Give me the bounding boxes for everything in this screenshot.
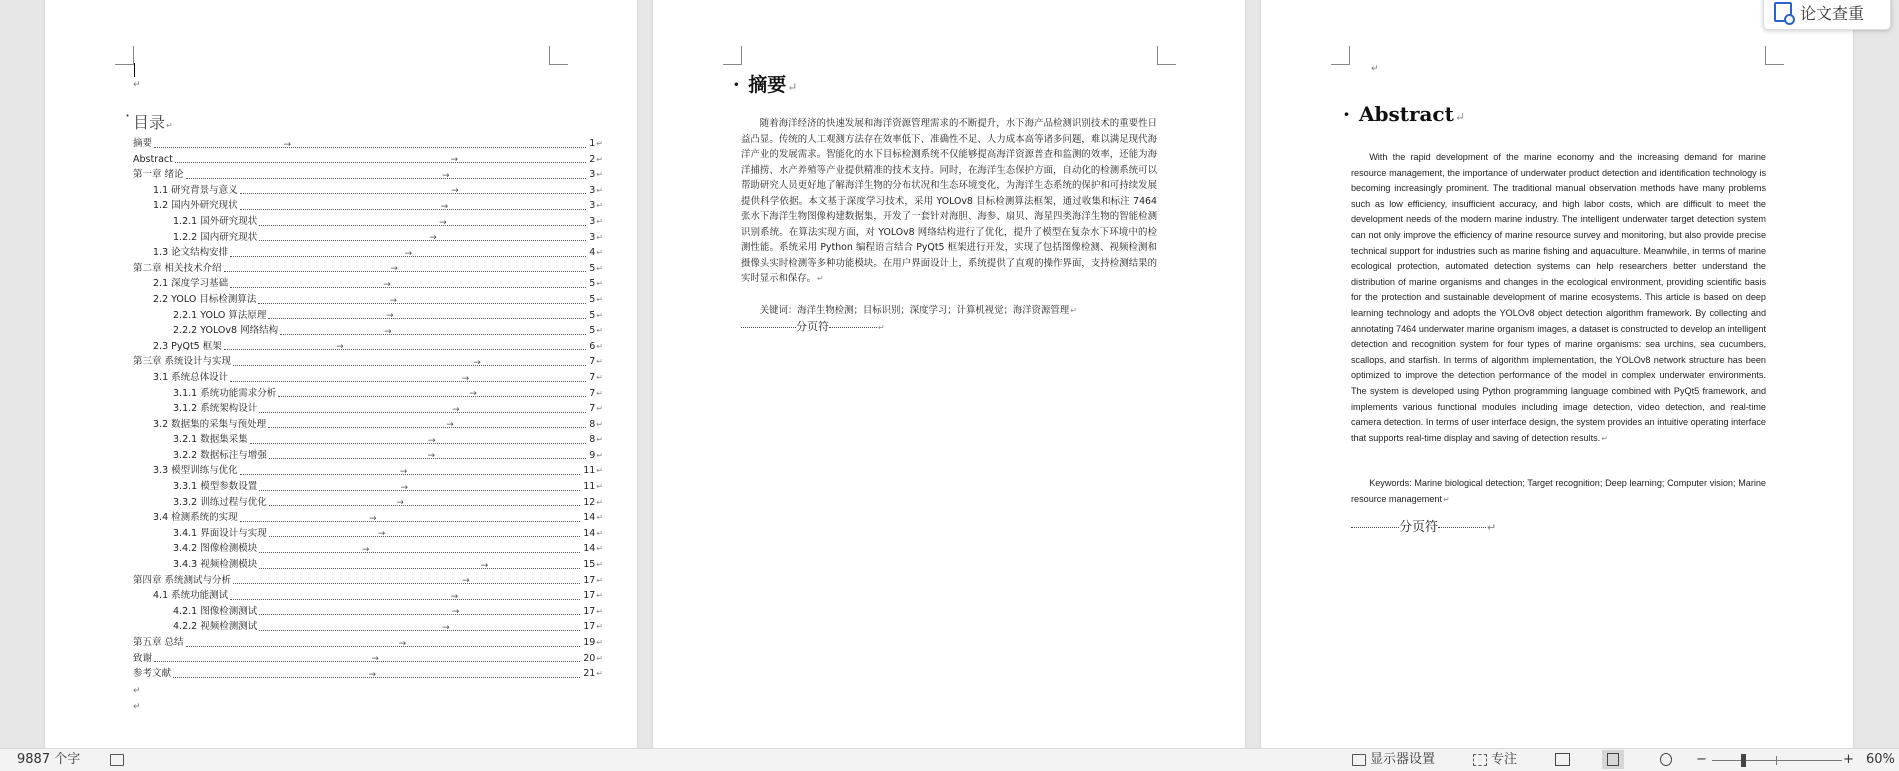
toc-entry-page: 12: [583, 496, 596, 508]
toc-entry-label: 3.3 模型训练与优化: [153, 463, 240, 479]
toc-entry[interactable]: [133, 261, 603, 277]
toc-leader-dots: [230, 373, 586, 384]
paragraph-mark: ↵: [596, 216, 603, 226]
toc-entry-label: 摘要: [133, 136, 154, 152]
tab-mark: →: [427, 451, 436, 462]
paragraph-mark: ↵: [596, 185, 603, 195]
document-page-abstract-cn[interactable]: [653, 0, 1245, 748]
tab-mark: →: [361, 545, 370, 556]
toc-leader-dots: [175, 155, 586, 166]
toc-leader-dots: [259, 217, 586, 228]
toc-leader-dots: [259, 560, 580, 571]
focus-mode-button[interactable]: [1473, 751, 1517, 769]
toc-entry-label: 第五章 总结: [133, 635, 186, 651]
zoom-slider-thumb[interactable]: [1741, 754, 1746, 767]
tab-mark: →: [461, 373, 470, 384]
margin-corner-mark: [1331, 46, 1350, 65]
tab-mark: →: [462, 576, 470, 587]
zoom-in-button[interactable]: +: [1843, 752, 1854, 767]
status-bar: [0, 748, 1899, 771]
tab-mark: →: [451, 186, 459, 197]
toc-entry[interactable]: [133, 604, 603, 620]
paragraph-mark: ↵: [596, 154, 603, 164]
document-page-abstract-en[interactable]: [1261, 0, 1853, 748]
tab-mark: →: [439, 217, 447, 228]
toc-leader-dots: [240, 467, 581, 478]
toc-entry[interactable]: [133, 573, 603, 589]
margin-corner-mark: [1157, 46, 1176, 65]
toc-entry-label: Abstract: [133, 152, 175, 168]
toc-entry[interactable]: [133, 136, 603, 152]
toc-leader-dots: [224, 342, 587, 353]
toc-leader-dots: [280, 326, 586, 337]
toc-leader-dots: [278, 389, 586, 400]
tab-mark: →: [469, 389, 477, 400]
tab-mark: →: [396, 498, 404, 509]
paragraph-mark: ↵: [596, 419, 603, 429]
zoom-out-button[interactable]: −: [1696, 752, 1707, 767]
toc-entry-label: 2.2 YOLO 目标检测算法: [153, 292, 258, 308]
toc-entry-label: 3.3.2 训练过程与优化: [173, 495, 269, 511]
paragraph-mark: ↵: [596, 435, 603, 445]
toc-entry-page: 17: [583, 621, 596, 633]
paragraph-mark: ↵: [596, 528, 603, 538]
toc-entry[interactable]: [133, 386, 603, 402]
toc-entry[interactable]: [133, 635, 603, 651]
toc-entry-page: 19: [583, 637, 596, 648]
toc-entry-label: 1.2 国内外研究现状: [153, 198, 240, 214]
paragraph-mark: ↵: [133, 80, 141, 90]
toc-entry-page: 7: [589, 371, 596, 383]
tab-mark: →: [377, 529, 386, 540]
toc-entry-page: 2: [589, 153, 596, 165]
toc-leader-dots: [230, 279, 586, 290]
toc-entry-label: 1.1 研究背景与意义: [153, 183, 240, 199]
toc-entry-label: 第一章 绪论: [133, 167, 186, 183]
plagiarism-check-label: 论文查重: [1800, 3, 1865, 23]
word-count[interactable]: 9887 个字: [17, 752, 81, 767]
abstract-en-body-text: With the rapid development of the marine economy and the increasing demand for marine resource management, the importance of underwater product detection and identification technology is becoming increasingly prominent. The traditional manual observation methods have many problems such as low efficiency, insufficient accuracy, and high labor costs, which are difficult to meet the development needs of the modern marine industry. The intelligent underwater target detection system can not only improve the efficiency of marine resource survey and monitoring, but also provide precise technical support for industries such as marine fishing and aquaculture. Meanwhile, in terms of marine ecological protection, automated detection systems can help researchers better understand the distribution of marine organisms and changes in the ecological environment, providing scientific basis for the protection and sustainable development of marine ecosystems. This article is based on deep learning technology and adopts the YOLOv8 object detection algorithm framework. By collecting and annotating 7464 underwater marine organism images, a dataset is constructed to develop an intelligent detection and recognition system for four types of marine organisms: sea urchins, sea cucumbers, scallops, and starfish. In terms of algorithm implementation, the YOLOv8 network structure has been optimized to improve the detection performance of the model in complex underwater environments. The system is developed using Python programming language combined with PyQt5 framework, and implements various functional modules including image detection, video detection, and real-time camera detection. In terms of user interface design, the system provides an intuitive operating interface that supports real-time display and saving of detection results.: [1351, 152, 1766, 443]
toc-entry-page: 6: [589, 340, 596, 352]
toc-entry[interactable]: [133, 370, 603, 386]
paragraph-mark: ↵: [596, 653, 603, 663]
toc-entry-label: 3.2.2 数据标注与增强: [173, 448, 269, 464]
paragraph-mark: ↵: [1371, 64, 1379, 74]
toc-entry-label: 3.3.1 模型参数设置: [173, 479, 259, 495]
toc-entry-label: 参考文献: [133, 666, 173, 682]
toc-leader-dots: [250, 435, 587, 446]
toc-leader-dots: [224, 264, 587, 275]
tab-mark: →: [428, 435, 436, 446]
paragraph-mark: ↵: [1487, 521, 1497, 534]
toc-entry-page: 8: [589, 434, 596, 446]
toc-entry-label: 3.1.2 系统架构设计: [173, 401, 259, 417]
tab-mark: →: [371, 654, 379, 665]
tab-mark: →: [452, 404, 460, 415]
toc-leader-dots: [259, 607, 580, 618]
toc-entry[interactable]: [133, 619, 603, 635]
toc-entry-label: 2.1 深度学习基础: [153, 276, 230, 292]
toc-leader-dots: [240, 201, 587, 212]
toc-entry-label: 3.2 数据集的采集与预处理: [153, 417, 268, 433]
toc-leader-dots: [269, 451, 587, 462]
toc-entry-label: 4.2.1 图像检测测试: [173, 604, 259, 620]
macro-record-icon: [110, 754, 124, 766]
toc-entry-page: 3: [589, 215, 596, 227]
tab-mark: →: [440, 201, 449, 212]
tab-mark: →: [283, 139, 292, 150]
toc-entry-page: 14: [583, 527, 596, 539]
zoom-slider-midmark: [1776, 756, 1777, 765]
abstract-cn-body[interactable]: [741, 116, 1157, 287]
margin-corner-mark: [115, 46, 134, 65]
paragraph-mark: ↵: [596, 513, 603, 523]
zoom-slider[interactable]: [1712, 760, 1842, 761]
toc-leader-dots: [186, 638, 581, 649]
paragraph-mark: ↵: [596, 497, 603, 507]
tab-mark: →: [473, 357, 481, 368]
paragraph-mark: ↵: [133, 686, 141, 696]
tab-mark: →: [404, 248, 413, 259]
toc-entry-label: 3.4.2 图像检测模块: [173, 541, 259, 557]
toc-entry-page: 7: [589, 403, 596, 415]
tab-mark: →: [383, 279, 391, 290]
toc-entry[interactable]: [133, 183, 603, 199]
toc-entry[interactable]: [133, 401, 603, 417]
toc-entry-label: 1.3 论文结构安排: [153, 245, 230, 261]
toc-entry-page: 14: [583, 543, 596, 555]
toc-entry[interactable]: [133, 276, 603, 292]
toc-entry-label: 2.2.1 YOLO 算法原理: [173, 308, 268, 324]
paragraph-mark: ↵: [787, 80, 798, 94]
margin-corner-mark: [1765, 46, 1784, 65]
toc-entry[interactable]: [133, 308, 603, 324]
paragraph-mark: ↵: [596, 466, 603, 476]
toc-entry[interactable]: [133, 230, 603, 246]
paragraph-mark: ↵: [596, 201, 603, 211]
toc-entry[interactable]: [133, 510, 603, 526]
tab-mark: →: [442, 623, 450, 633]
toc-entry-page: 3: [589, 184, 596, 196]
toc-entry-label: 1.2.2 国内研究现状: [173, 230, 259, 246]
read-mode-button[interactable]: [1551, 750, 1573, 769]
paragraph-mark: ↵: [1443, 494, 1450, 504]
tab-mark: →: [384, 326, 392, 337]
focus-icon: [1473, 754, 1487, 766]
paragraph-mark: ↵: [596, 560, 603, 570]
toc-entry-label: 3.4.3 视频检测模块: [173, 557, 259, 573]
paragraph-mark: ↵: [596, 482, 603, 492]
toc-entry-page: 17: [583, 590, 596, 602]
toc-entry-page: 11: [583, 465, 596, 477]
paragraph-mark: ↵: [596, 279, 603, 289]
abstract-en-keywords[interactable]: [1351, 476, 1766, 507]
toc-entry[interactable]: [133, 214, 603, 230]
toc-entry-page: 20: [583, 652, 596, 664]
paragraph-mark: ↵: [133, 702, 141, 712]
toc-leader-dots: [268, 420, 586, 431]
toc-entry[interactable]: [133, 541, 603, 557]
tab-mark: →: [400, 482, 408, 493]
toc-entry-page: 3: [589, 169, 596, 181]
macro-record-button[interactable]: [110, 751, 128, 769]
web-layout-button[interactable]: [1655, 750, 1677, 769]
margin-corner-mark: [723, 46, 742, 65]
toc-entry[interactable]: [133, 495, 603, 511]
toc-entry-page: 3: [589, 231, 596, 243]
toc-entry-page: 7: [589, 387, 596, 399]
paragraph-mark: ↵: [596, 450, 603, 460]
tab-mark: →: [480, 560, 489, 571]
page-icon: [1607, 753, 1619, 766]
abstract-en-heading-text: Abstract: [1358, 102, 1454, 126]
toc-entry-page: 5: [589, 325, 596, 337]
toc-entry-label: 3.4.1 界面设计与实现: [173, 526, 269, 542]
toc-leader-dots: [258, 295, 586, 306]
paragraph-mark: ↵: [596, 372, 603, 382]
paragraph-mark: ↵: [596, 669, 603, 679]
toc-leader-dots: [240, 513, 581, 524]
toc-entry-label: 第三章 系统设计与实现: [133, 354, 233, 370]
toc-entry-label: 第四章 系统测试与分析: [133, 573, 233, 589]
globe-icon: [1660, 753, 1672, 766]
tab-mark: →: [390, 264, 398, 275]
toc-entry[interactable]: [133, 651, 603, 667]
page-break-label: 分页符: [796, 320, 829, 333]
abstract-cn-keywords[interactable]: [741, 302, 1157, 316]
toc-heading-text: 目录: [133, 113, 166, 132]
toc-leader-dots: [230, 248, 586, 259]
text-cursor: [134, 63, 135, 77]
toc-leader-dots: [269, 498, 581, 509]
toc-entry[interactable]: [133, 666, 603, 682]
abstract-en-heading[interactable]: [1343, 102, 1465, 126]
page-break-label: 分页符: [1399, 520, 1439, 535]
toc-heading[interactable]: [133, 110, 173, 133]
toc-entry-page: 4: [589, 247, 596, 259]
toc-entry-label: 3.2.1 数据集采集: [173, 432, 250, 448]
toc-entry[interactable]: [133, 354, 603, 370]
toc-leader-dots: [233, 357, 586, 368]
toc-entry[interactable]: [133, 417, 603, 433]
toc-entry[interactable]: [133, 323, 603, 339]
toc-entry-label: 3.1 系统总体设计: [153, 370, 230, 386]
toc-leader-dots: [230, 591, 580, 602]
toc-entry[interactable]: [133, 245, 603, 261]
toc-leader-dots: [259, 545, 580, 556]
paragraph-mark: ↵: [596, 326, 603, 336]
tab-mark: →: [441, 170, 450, 181]
toc-leader-dots: [233, 576, 580, 587]
tab-mark: →: [368, 669, 376, 680]
toc-leader-dots: [269, 529, 581, 540]
toc-entry[interactable]: [133, 588, 603, 604]
table-of-contents[interactable]: [133, 136, 603, 682]
tab-mark: →: [389, 295, 398, 306]
toc-leader-dots: [186, 170, 587, 181]
paragraph-mark: ↵: [596, 248, 603, 258]
tab-mark: →: [336, 342, 344, 353]
paragraph-mark: ↵: [596, 591, 603, 601]
abstract-en-keywords-text: Keywords: Marine biological detection; Target recognition; Deep learning; Computer vision; Marine resource management: [1351, 478, 1766, 504]
toc-leader-dots: [259, 233, 586, 244]
toc-entry[interactable]: [133, 463, 603, 479]
toc-leader-dots: [154, 139, 586, 150]
toc-entry-label: 2.3 PyQt5 框架: [153, 339, 224, 355]
paragraph-mark: ↵: [596, 622, 603, 632]
paragraph-mark: ↵: [596, 232, 603, 242]
toc-leader-dots: [259, 623, 580, 633]
monitor-icon: [1352, 754, 1366, 766]
paragraph-mark: ↵: [596, 170, 603, 180]
tab-mark: →: [450, 591, 459, 602]
toc-leader-dots: [173, 669, 580, 680]
abstract-cn-heading-text: 摘要: [748, 74, 787, 96]
document-search-icon: [1774, 2, 1792, 22]
paragraph-mark: ↵: [596, 575, 603, 585]
book-icon: [1555, 753, 1570, 766]
toc-leader-dots: [240, 186, 587, 197]
paragraph-mark: ↵: [878, 323, 885, 332]
toc-entry[interactable]: [133, 557, 603, 573]
tab-mark: →: [451, 607, 460, 618]
toc-entry[interactable]: [133, 167, 603, 183]
tab-mark: →: [399, 467, 408, 478]
paragraph-mark: ↵: [817, 274, 824, 283]
paragraph-mark: ↵: [1601, 433, 1608, 443]
toc-entry-page: 8: [589, 418, 596, 430]
margin-corner-mark: [549, 46, 568, 65]
paragraph-mark: ↵: [1454, 110, 1465, 124]
toc-entry-page: 1: [589, 138, 596, 149]
toc-entry[interactable]: [133, 448, 603, 464]
abstract-cn-body-text: 随着海洋经济的快速发展和海洋资源管理需求的不断提升，水下海产品检测识别技术的重要性日益凸显。传统的人工观测方法存在效率低下、准确性不足、人力成本高等诸多问题，难以满足现代海洋产业的发展需求。智能化的水下目标检测系统不仅能够提高海洋资源普查和监测的效率，还能为海洋捕捞、水产养殖等产业提供精准的技术支持。同时，在海洋生态保护方面，自动化的检测系统可以帮助研究人员更好地了解海洋生物的分布状况和生态环境变化，为海洋生态系统的保护和可持续发展提供科学依据。本文基于深度学习技术，采用 YOLOv8 目标检测算法框架，通过收集和标注 7464 张水下海洋生物图像构建数据集，开发了一套针对海胆、海参、扇贝、海星四类海洋生物的智能检测识别系统。在算法实现方面，对 YOLOv8 网络结构进行了优化，提升了模型在复杂水下环境中的检测性能。系统采用 Python 编程语言结合 PyQt5 框架进行开发，实现了包括图像检测、视频检测和摄像头实时检测等多种功能模块。在用户界面设计上，系统提供了直观的操作界面，支持检测结果的实时显示和保存。: [741, 118, 1157, 284]
tab-mark: →: [450, 155, 459, 166]
toc-entry-page: 5: [589, 293, 596, 305]
toc-entry[interactable]: [133, 152, 603, 168]
paragraph-mark: ↵: [596, 341, 603, 351]
toc-entry-label: 4.1 系统功能测试: [153, 588, 230, 604]
plagiarism-check-button[interactable]: [1763, 0, 1891, 30]
toc-entry-label: 第二章 相关技术介绍: [133, 261, 224, 277]
abstract-en-body[interactable]: [1351, 150, 1766, 446]
toc-entry-page: 21: [583, 668, 596, 680]
toc-entry-page: 15: [583, 559, 596, 571]
paragraph-mark: ↵: [596, 606, 603, 616]
paragraph-mark: ↵: [166, 121, 173, 130]
paragraph-mark: ↵: [596, 294, 603, 304]
toc-leader-dots: [259, 404, 586, 415]
display-settings-label: 显示器设置: [1370, 752, 1436, 767]
toc-entry[interactable]: [133, 292, 603, 308]
focus-label: 专注: [1491, 752, 1518, 767]
toc-leader-dots: [259, 482, 580, 493]
toc-entry-page: 11: [583, 481, 596, 493]
document-page-toc[interactable]: [45, 0, 637, 748]
toc-entry-page: 3: [589, 200, 596, 212]
toc-entry[interactable]: [133, 198, 603, 214]
zoom-level[interactable]: 60%: [1866, 752, 1895, 767]
toc-entry-page: 17: [583, 574, 596, 586]
abstract-cn-heading[interactable]: [733, 70, 797, 97]
tab-mark: →: [446, 420, 454, 431]
paragraph-mark: ↵: [596, 404, 603, 414]
toc-entry-label: 致谢: [133, 651, 154, 667]
toc-entry[interactable]: [133, 479, 603, 495]
paragraph-mark: ↵: [596, 638, 603, 647]
toc-entry-page: 7: [589, 356, 596, 368]
page-break-marker: [741, 318, 885, 334]
paragraph-mark: ↵: [596, 357, 603, 367]
display-settings-button[interactable]: [1352, 751, 1435, 769]
toc-entry[interactable]: [133, 339, 603, 355]
toc-entry-label: 3.4 检测系统的实现: [153, 510, 240, 526]
tab-mark: →: [429, 233, 437, 244]
toc-entry-page: 9: [589, 449, 596, 461]
toc-entry-page: 5: [589, 262, 596, 274]
page-break-marker: [1351, 516, 1496, 535]
toc-entry-label: 3.1.1 系统功能需求分析: [173, 386, 278, 402]
print-layout-button[interactable]: [1602, 750, 1624, 769]
toc-entry-page: 17: [583, 605, 596, 617]
paragraph-mark: ↵: [1070, 306, 1077, 315]
toc-entry-page: 5: [589, 278, 596, 290]
toc-entry-page: 14: [583, 512, 596, 524]
toc-entry-page: 5: [589, 309, 596, 321]
toc-leader-dots: [154, 654, 580, 665]
toc-entry-label: 4.2.2 视频检测测试: [173, 619, 259, 635]
paragraph-mark: ↵: [596, 139, 603, 148]
toc-leader-dots: [268, 311, 586, 322]
tab-mark: →: [398, 638, 407, 649]
tab-mark: →: [386, 311, 394, 322]
tab-mark: →: [369, 513, 377, 524]
toc-entry-label: 1.2.1 国外研究现状: [173, 214, 259, 230]
abstract-cn-keywords-text: 关键词：海洋生物检测；目标识别；深度学习；计算机视觉；海洋资源管理: [759, 305, 1070, 316]
toc-entry[interactable]: [133, 526, 603, 542]
paragraph-mark: ↵: [596, 388, 603, 398]
paragraph-mark: ↵: [596, 263, 603, 273]
toc-entry-label: 2.2.2 YOLOv8 网络结构: [173, 323, 280, 339]
paragraph-mark: ↵: [596, 310, 603, 320]
toc-entry[interactable]: [133, 432, 603, 448]
paragraph-mark: ↵: [596, 544, 603, 554]
